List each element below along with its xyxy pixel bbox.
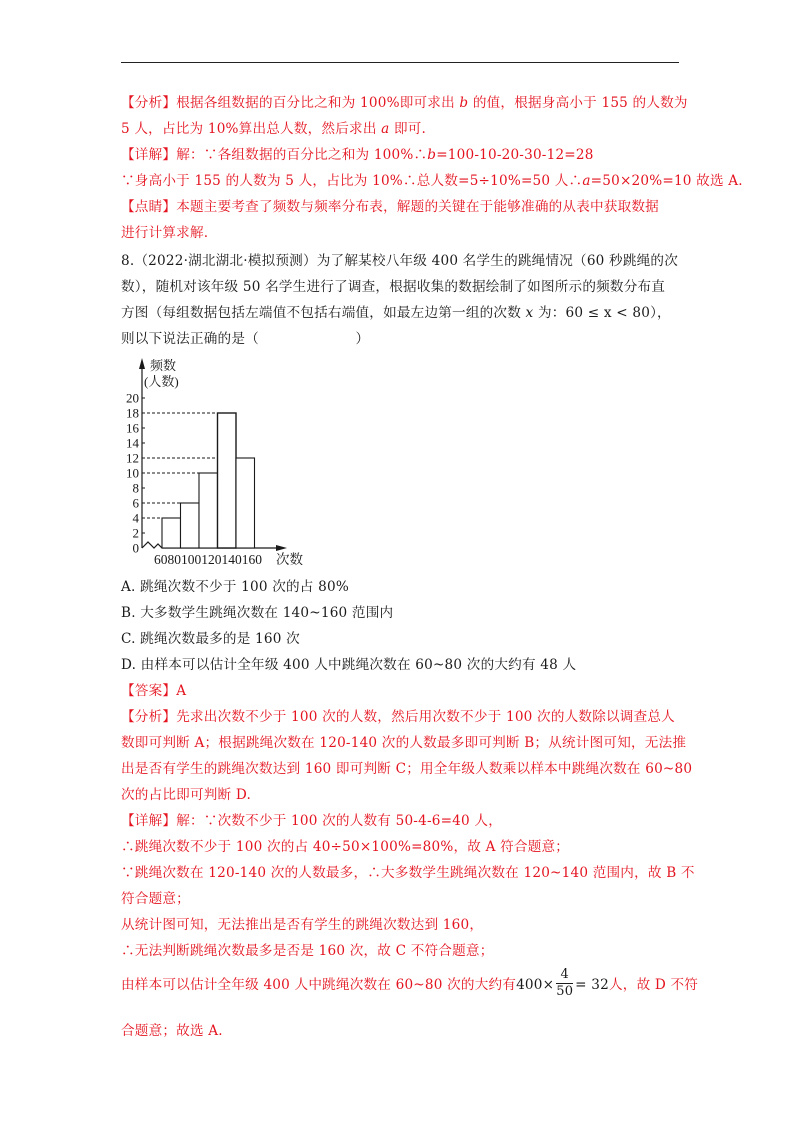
svg-text:16: 16 bbox=[126, 420, 139, 436]
svg-text:12: 12 bbox=[126, 450, 139, 466]
svg-text:2: 2 bbox=[132, 525, 139, 541]
detail-tag: 【详解】 bbox=[121, 147, 177, 163]
svg-text:6080100120140160: 6080100120140160 bbox=[154, 552, 262, 567]
histogram-bar bbox=[162, 518, 181, 548]
option-c: C. 跳绳次数最多的是 160 次 bbox=[121, 631, 300, 647]
detail-line-1: 【详解】解：∵次数不少于 100 次的人数有 50-4-6=40 人， bbox=[121, 813, 502, 829]
prev-analysis-line-1: 【分析】根据各组数据的百分比之和为 100%即可求出 b 的值，根据身高小于 155 的人数为 bbox=[121, 95, 688, 111]
histogram-bar bbox=[236, 458, 255, 548]
svg-text:(人数): (人数) bbox=[144, 374, 179, 389]
answer-tag: 【答案】 bbox=[121, 683, 177, 699]
detail-line-5: 从统计图可知，无法推出是否有学生的跳绳次数达到 160， bbox=[121, 917, 484, 933]
prev-comment-line-2: 进行计算求解. bbox=[121, 225, 209, 241]
detail-line-3: ∵跳绳次数在 120-140 次的人数最多，∴大多数学生跳绳次数在 120~140 范围内，故 B 不 bbox=[121, 865, 695, 881]
histogram-bar bbox=[199, 473, 218, 548]
histogram-bar bbox=[181, 503, 200, 548]
fraction: $\frac{4}{50}$ bbox=[556, 967, 574, 999]
svg-text:0: 0 bbox=[132, 540, 139, 556]
question-line-1: 8.（2022·湖北湖北·模拟预测）为了解某校八年级 400 名学生的跳绳情况（60 秒跳绳的次 bbox=[121, 253, 679, 269]
detail-tag: 【详解】 bbox=[121, 813, 177, 829]
prev-comment-line-1: 【点睛】本题主要考查了频数与频率分布表，解题的关键在于能够准确的从表中获取数据 bbox=[121, 199, 659, 215]
prev-detail-line-2: ∵身高小于 155 的人数为 5 人，占比为 10%∴总人数=5÷10%=50 人∴a=50×20%=10 故选 A. bbox=[121, 173, 743, 189]
formula-part-1: 400× bbox=[516, 977, 555, 993]
formula-part-2: = 32 bbox=[575, 977, 609, 993]
analysis-line-3: 出是否有学生的跳绳次数达到 160 即可判断 C；用全年级人数乘以样本中跳绳次数在 60~80 bbox=[121, 761, 693, 777]
answer-value: A bbox=[176, 683, 187, 699]
detail-line-8: 合题意；故选 A. bbox=[121, 1023, 223, 1039]
option-a: A. 跳绳次数不少于 100 次的占 80% bbox=[121, 579, 349, 595]
x-axis-arrow-icon bbox=[276, 545, 287, 551]
analysis-line-2: 数即可判断 A；根据跳绳次数在 120-140 次的人数最多即可判断 B；从统计图可知，无法推 bbox=[121, 735, 687, 751]
svg-text:次数: 次数 bbox=[276, 552, 303, 567]
question-line-3: 方图（每组数据包括左端值不包括右端值，如最左边第一组的次数 x 为：60 ≤ x < 80）， bbox=[121, 305, 671, 321]
analysis-tag: 【分析】 bbox=[121, 95, 177, 111]
option-d: D. 由样本可以估计全年级 400 人中跳绳次数在 60~80 次的大约有 48 人 bbox=[121, 657, 577, 673]
header-rule bbox=[121, 62, 679, 63]
prev-analysis-line-2: 5 人，占比为 10%算出总人数，然后求出 a 即可. bbox=[121, 121, 427, 137]
svg-text:频数: 频数 bbox=[150, 358, 177, 373]
analysis-line-1: 【分析】先求出次数不少于 100 次的人数，然后用次数不少于 100 次的人数除以调查总人 bbox=[121, 709, 675, 725]
svg-text:14: 14 bbox=[126, 435, 139, 451]
y-axis-arrow-icon bbox=[139, 358, 145, 369]
svg-text:4: 4 bbox=[132, 510, 139, 526]
analysis-line-4: 次的占比即可判断 D. bbox=[121, 787, 252, 803]
svg-text:18: 18 bbox=[126, 405, 139, 421]
option-b: B. 大多数学生跳绳次数在 140~160 范围内 bbox=[121, 605, 394, 621]
question-line-2: 数），随机对该年级 50 名学生进行了调查，根据收集的数据绘制了如图所示的频数分布直 bbox=[121, 279, 666, 295]
analysis-tag: 【分析】 bbox=[121, 709, 177, 725]
question-line-4: 则以下说法正确的是（ ） bbox=[121, 331, 370, 347]
detail-line-2: ∴跳绳次数不少于 100 次的占 40÷50×100%=80%，故 A 符合题意； bbox=[121, 839, 570, 855]
prev-detail-line-1: 【详解】解：∵各组数据的百分比之和为 100%∴b=100-10-20-30-12=28 bbox=[121, 147, 594, 163]
detail-line-4: 符合题意； bbox=[121, 891, 190, 907]
svg-text:6: 6 bbox=[132, 495, 139, 511]
svg-text:10: 10 bbox=[126, 465, 139, 481]
comment-tag: 【点睛】 bbox=[121, 199, 177, 215]
detail-line-7: 由样本可以估计全年级 400 人中跳绳次数在 60~80 次的大约有400× $\frac{4}{50}$ = 32人，故 D 不符 bbox=[121, 967, 699, 999]
svg-text:20: 20 bbox=[126, 390, 139, 406]
inequality: 60 ≤ x < 80 bbox=[565, 305, 651, 321]
answer-line bbox=[121, 682, 186, 700]
svg-text:8: 8 bbox=[132, 480, 139, 496]
question-number: 8. bbox=[121, 253, 135, 269]
histogram-svg bbox=[110, 350, 330, 570]
frequency-histogram bbox=[110, 350, 330, 570]
detail-line-6: ∴无法判断跳绳次数最多是否是 160 次，故 C 不符合题意； bbox=[121, 943, 494, 959]
histogram-bar bbox=[218, 413, 237, 548]
